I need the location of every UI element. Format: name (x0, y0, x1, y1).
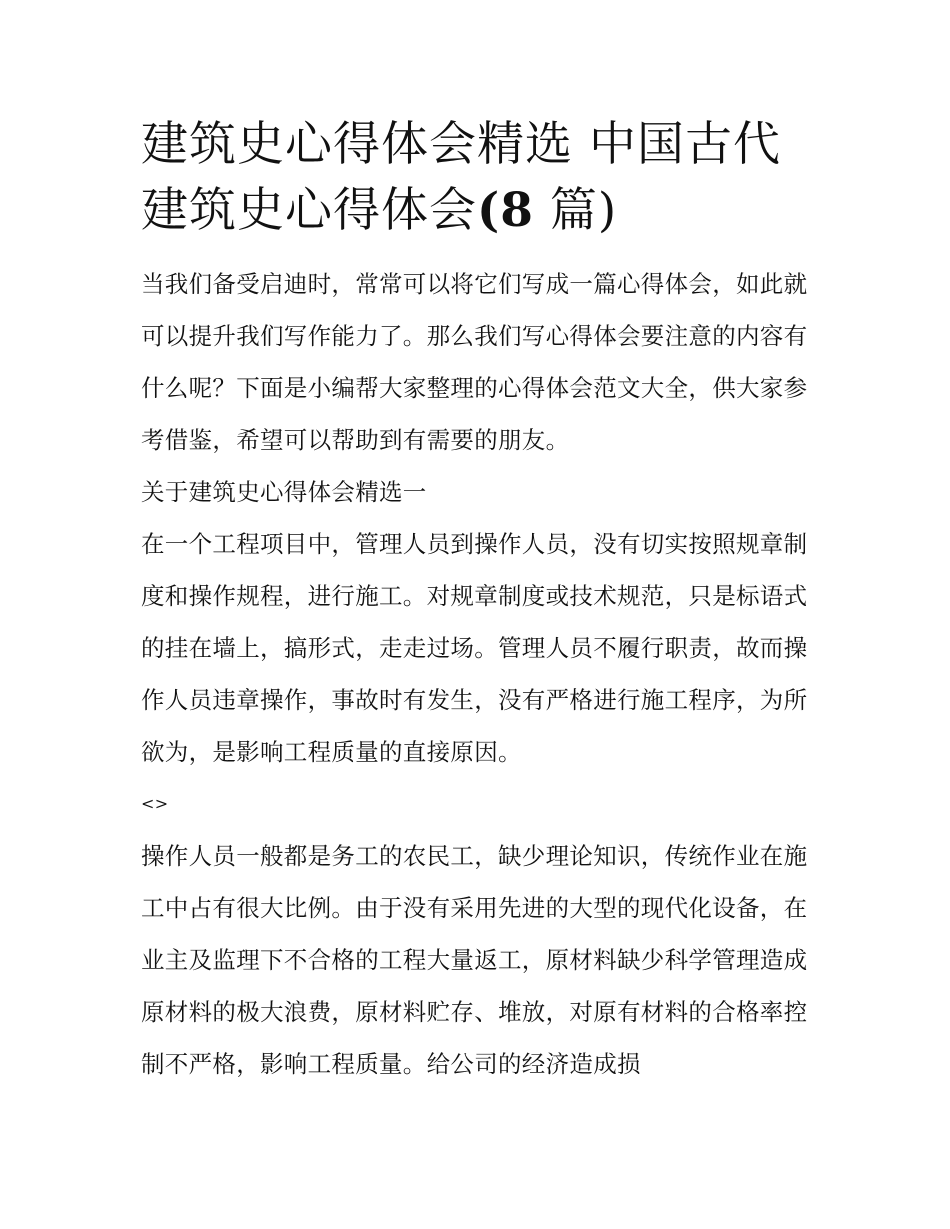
body-paragraph-1: 在一个工程项目中，管理人员到操作人员，没有切实按照规章制度和操作规程，进行施工。对规章制度或技术规范，只是标语式的挂在墙上，搞形式，走走过场。管理人员不履行职责，故而操作人员违章操作，事故时有发生，没有严格进行施工程序，为所欲为，是影响工程质量的直接原因。 (141, 530, 808, 766)
section-heading: 关于建筑史心得体会精选一 (141, 478, 427, 506)
body-paragraph-2: 操作人员一般都是务工的农民工，缺少理论知识，传统作业在施工中占有很大比例。由于没有采用先进的大型的现代化设备，在业主及监理下不合格的工程大量返工，原材料缺少科学管理造成原材料的极大浪费，原材料贮存、堆放，对原有材料的合格率控制不严格，影响工程质量。给公司的经济造成损 (141, 842, 808, 1078)
title-unit-text: 篇) (549, 183, 618, 238)
document-content (141, 112, 821, 1090)
intro-paragraph: 当我们备受启迪时，常常可以将它们写成一篇心得体会，如此就可以提升我们写作能力了。那么我们写心得体会要注意的内容有什么呢？下面是小编帮大家整理的心得体会范文大全，供大家参考借鉴，希望可以帮助到有需要的朋友。 (141, 270, 808, 454)
document-title (141, 112, 813, 244)
placeholder-marker: <> (141, 794, 169, 813)
title-main-text: 建筑史心得体会精选 中国古代建筑史心得体会 (141, 117, 781, 238)
title-count-text: (8 (477, 183, 534, 238)
